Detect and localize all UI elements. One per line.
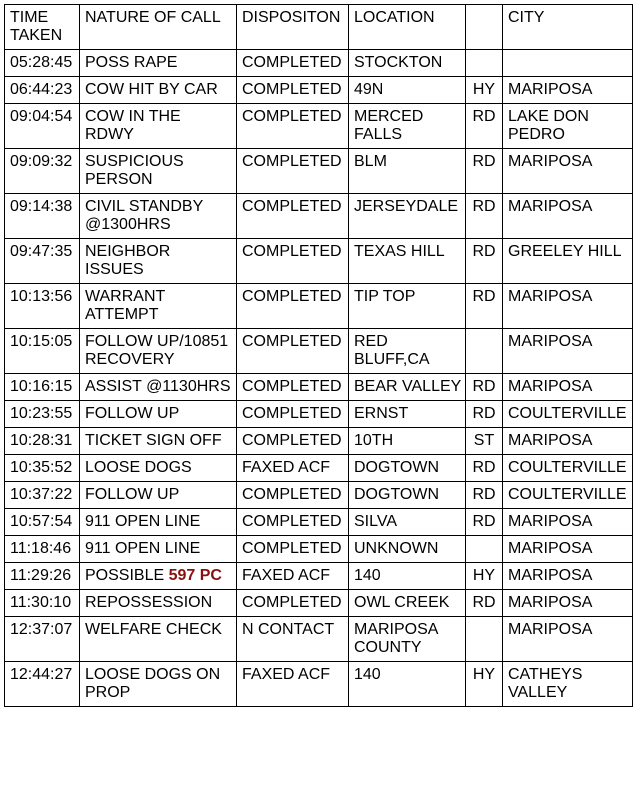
- cell-time-taken: 10:13:56: [5, 284, 80, 329]
- table-row: [5, 401, 633, 428]
- cell-location-type: RD: [466, 509, 503, 536]
- cell-disposition: COMPLETED: [237, 509, 349, 536]
- cell-disposition: COMPLETED: [237, 401, 349, 428]
- cell-nature-of-call: [80, 329, 237, 374]
- cell-location-type: RD: [466, 149, 503, 194]
- table-row: [5, 428, 633, 455]
- nature-text: COW IN THE RDWY: [85, 108, 181, 143]
- nature-text: LOOSE DOGS ON PROP: [85, 666, 221, 701]
- header-nature-of-call: NATURE OF CALL: [80, 5, 237, 50]
- cell-nature-of-call: [80, 428, 237, 455]
- cell-city: COULTERVILLE: [503, 482, 633, 509]
- cell-time-taken: 09:04:54: [5, 104, 80, 149]
- table-row: [5, 374, 633, 401]
- nature-text: FOLLOW UP/10851 RECOVERY: [85, 333, 229, 368]
- nature-text: FOLLOW UP: [85, 405, 180, 422]
- cell-disposition: COMPLETED: [237, 428, 349, 455]
- cell-location: BLM: [349, 149, 466, 194]
- table-row: [5, 50, 633, 77]
- cell-location-type: RD: [466, 239, 503, 284]
- cell-disposition: FAXED ACF: [237, 455, 349, 482]
- cell-time-taken: 12:44:27: [5, 662, 80, 707]
- cell-disposition: COMPLETED: [237, 149, 349, 194]
- cell-location: 49N: [349, 77, 466, 104]
- cell-location-type: HY: [466, 563, 503, 590]
- cell-nature-of-call: [80, 77, 237, 104]
- cell-nature-of-call: [80, 617, 237, 662]
- cell-nature-of-call: [80, 104, 237, 149]
- call-log-page: [4, 4, 633, 707]
- table-row: [5, 149, 633, 194]
- cell-location-type: HY: [466, 662, 503, 707]
- cell-city: LAKE DON PEDRO: [503, 104, 633, 149]
- cell-location: TEXAS HILL: [349, 239, 466, 284]
- cell-location-type: RD: [466, 455, 503, 482]
- cell-city: MARIPOSA: [503, 77, 633, 104]
- cell-location: BEAR VALLEY: [349, 374, 466, 401]
- cell-city: MARIPOSA: [503, 617, 633, 662]
- nature-text: POSSIBLE: [85, 567, 165, 584]
- table-row: [5, 617, 633, 662]
- cell-time-taken: 12:37:07: [5, 617, 80, 662]
- penal-code-highlight: 597 PC: [168, 567, 222, 584]
- cell-nature-of-call: [80, 662, 237, 707]
- cell-disposition: COMPLETED: [237, 536, 349, 563]
- cell-location-type: HY: [466, 77, 503, 104]
- cell-nature-of-call: [80, 374, 237, 401]
- cell-location-type: RD: [466, 104, 503, 149]
- cell-location-type: [466, 536, 503, 563]
- cell-nature-of-call: [80, 284, 237, 329]
- cell-nature-of-call: [80, 509, 237, 536]
- cell-location-type: RD: [466, 284, 503, 329]
- cell-disposition: COMPLETED: [237, 590, 349, 617]
- cell-time-taken: 10:35:52: [5, 455, 80, 482]
- table-row: [5, 77, 633, 104]
- cell-nature-of-call: [80, 590, 237, 617]
- cell-city: COULTERVILLE: [503, 455, 633, 482]
- cell-city: MARIPOSA: [503, 329, 633, 374]
- cell-location-type: RD: [466, 590, 503, 617]
- cell-city: MARIPOSA: [503, 428, 633, 455]
- cell-location: ERNST: [349, 401, 466, 428]
- table-row: [5, 104, 633, 149]
- table-row: [5, 536, 633, 563]
- cell-location-type: ST: [466, 428, 503, 455]
- nature-text: CIVIL STANDBY @1300HRS: [85, 198, 203, 233]
- cell-location: TIP TOP: [349, 284, 466, 329]
- cell-location-type: [466, 329, 503, 374]
- cell-location: 140: [349, 662, 466, 707]
- cell-time-taken: 06:44:23: [5, 77, 80, 104]
- nature-text: SUSPICIOUS PERSON: [85, 153, 184, 188]
- cell-nature-of-call: [80, 149, 237, 194]
- cell-time-taken: 10:28:31: [5, 428, 80, 455]
- table-row: [5, 482, 633, 509]
- table-row: [5, 194, 633, 239]
- nature-text: NEIGHBOR ISSUES: [85, 243, 171, 278]
- cell-disposition: N CONTACT: [237, 617, 349, 662]
- cell-disposition: COMPLETED: [237, 329, 349, 374]
- cell-city: GREELEY HILL: [503, 239, 633, 284]
- table-row: [5, 590, 633, 617]
- cell-disposition: COMPLETED: [237, 482, 349, 509]
- cell-time-taken: 05:28:45: [5, 50, 80, 77]
- cell-disposition: FAXED ACF: [237, 662, 349, 707]
- cell-city: CATHEYS VALLEY: [503, 662, 633, 707]
- cell-city: MARIPOSA: [503, 194, 633, 239]
- cell-city: MARIPOSA: [503, 149, 633, 194]
- table-row: [5, 455, 633, 482]
- call-log-body: [5, 50, 633, 707]
- cell-location: RED BLUFF,CA: [349, 329, 466, 374]
- cell-location: DOGTOWN: [349, 455, 466, 482]
- cell-city: [503, 50, 633, 77]
- table-row: [5, 329, 633, 374]
- cell-location: DOGTOWN: [349, 482, 466, 509]
- cell-disposition: COMPLETED: [237, 374, 349, 401]
- header-city: CITY: [503, 5, 633, 50]
- cell-time-taken: 10:15:05: [5, 329, 80, 374]
- cell-time-taken: 10:16:15: [5, 374, 80, 401]
- cell-disposition: COMPLETED: [237, 194, 349, 239]
- cell-location-type: [466, 50, 503, 77]
- header-time-taken: TIME TAKEN: [5, 5, 80, 50]
- nature-text: FOLLOW UP: [85, 486, 180, 503]
- header-location-type: [466, 5, 503, 50]
- table-row: [5, 563, 633, 590]
- table-row: [5, 284, 633, 329]
- table-row: [5, 662, 633, 707]
- table-row: [5, 509, 633, 536]
- cell-location-type: RD: [466, 374, 503, 401]
- cell-location: 10TH: [349, 428, 466, 455]
- cell-nature-of-call: [80, 401, 237, 428]
- header-location: LOCATION: [349, 5, 466, 50]
- cell-time-taken: 11:29:26: [5, 563, 80, 590]
- cell-disposition: COMPLETED: [237, 239, 349, 284]
- cell-location: SILVA: [349, 509, 466, 536]
- cell-location-type: RD: [466, 482, 503, 509]
- cell-nature-of-call: [80, 194, 237, 239]
- nature-text: TICKET SIGN OFF: [85, 432, 222, 449]
- header-disposition: DISPOSITON: [237, 5, 349, 50]
- cell-time-taken: 09:14:38: [5, 194, 80, 239]
- cell-location: JERSEYDALE: [349, 194, 466, 239]
- nature-text: WELFARE CHECK: [85, 621, 222, 638]
- cell-nature-of-call: [80, 536, 237, 563]
- cell-location: UNKNOWN: [349, 536, 466, 563]
- nature-text: POSS RAPE: [85, 54, 178, 71]
- nature-text: REPOSSESSION: [85, 594, 213, 611]
- cell-city: MARIPOSA: [503, 563, 633, 590]
- nature-text: LOOSE DOGS: [85, 459, 192, 476]
- cell-disposition: COMPLETED: [237, 50, 349, 77]
- cell-disposition: COMPLETED: [237, 284, 349, 329]
- cell-time-taken: 10:23:55: [5, 401, 80, 428]
- cell-time-taken: 11:18:46: [5, 536, 80, 563]
- nature-text: COW HIT BY CAR: [85, 81, 218, 98]
- cell-city: MARIPOSA: [503, 590, 633, 617]
- table-row: [5, 239, 633, 284]
- call-log-table: [4, 4, 633, 707]
- cell-city: MARIPOSA: [503, 374, 633, 401]
- cell-time-taken: 09:47:35: [5, 239, 80, 284]
- header-row: [5, 5, 633, 50]
- cell-location-type: [466, 617, 503, 662]
- cell-nature-of-call: [80, 50, 237, 77]
- cell-city: MARIPOSA: [503, 509, 633, 536]
- cell-location: MARIPOSA COUNTY: [349, 617, 466, 662]
- nature-text: 911 OPEN LINE: [85, 513, 201, 530]
- cell-city: COULTERVILLE: [503, 401, 633, 428]
- cell-disposition: FAXED ACF: [237, 563, 349, 590]
- cell-nature-of-call: [80, 482, 237, 509]
- cell-location-type: RD: [466, 194, 503, 239]
- nature-text: WARRANT ATTEMPT: [85, 288, 165, 323]
- cell-time-taken: 09:09:32: [5, 149, 80, 194]
- cell-location: OWL CREEK: [349, 590, 466, 617]
- cell-nature-of-call: [80, 239, 237, 284]
- cell-time-taken: 10:37:22: [5, 482, 80, 509]
- cell-city: MARIPOSA: [503, 284, 633, 329]
- cell-nature-of-call: [80, 563, 237, 590]
- nature-text: 911 OPEN LINE: [85, 540, 201, 557]
- cell-nature-of-call: [80, 455, 237, 482]
- nature-text: ASSIST @1130HRS: [85, 378, 231, 395]
- cell-location: STOCKTON: [349, 50, 466, 77]
- cell-disposition: COMPLETED: [237, 77, 349, 104]
- cell-city: MARIPOSA: [503, 536, 633, 563]
- cell-time-taken: 11:30:10: [5, 590, 80, 617]
- cell-location: 140: [349, 563, 466, 590]
- cell-location: MERCED FALLS: [349, 104, 466, 149]
- cell-disposition: COMPLETED: [237, 104, 349, 149]
- cell-location-type: RD: [466, 401, 503, 428]
- cell-time-taken: 10:57:54: [5, 509, 80, 536]
